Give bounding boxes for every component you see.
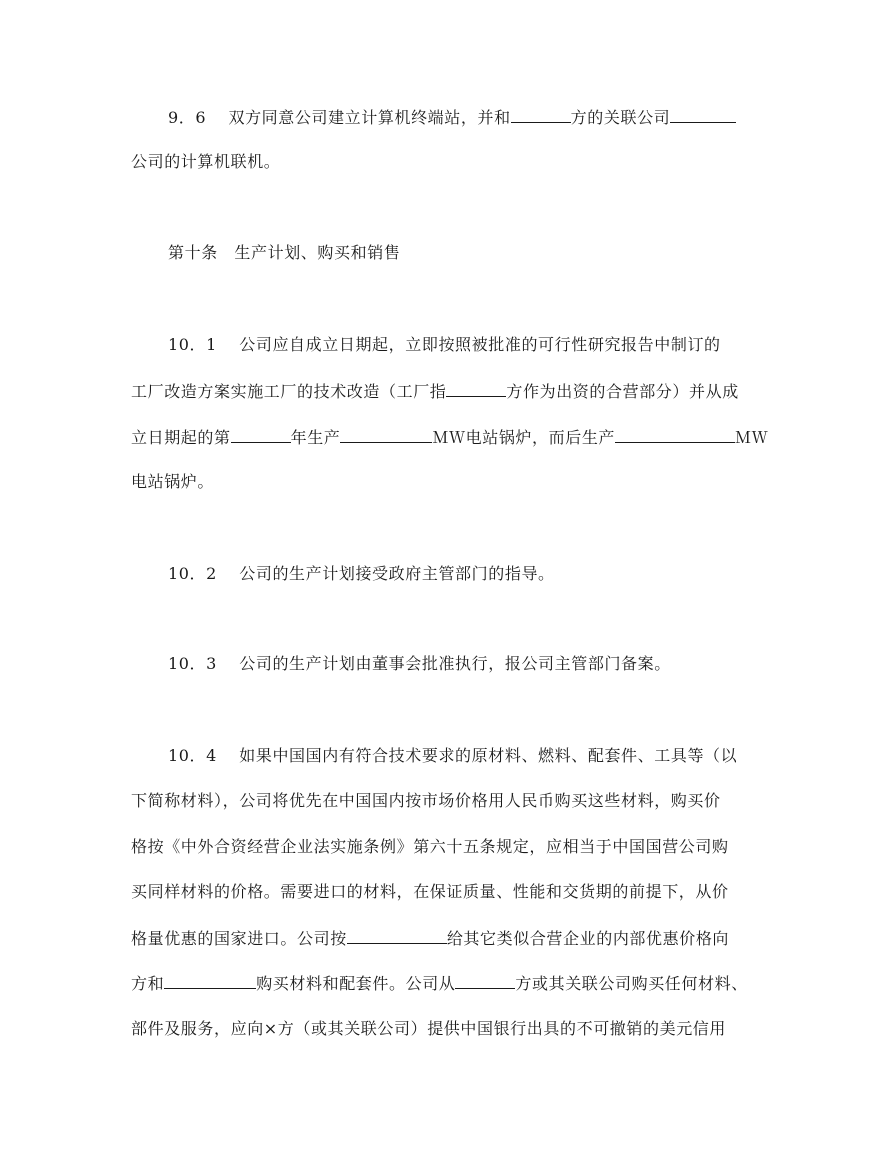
clause-text: 格量优惠的国家进口。公司按 <box>131 929 347 948</box>
clause-text: 购买材料和配套件。公司从 <box>256 974 456 993</box>
blank-line <box>231 427 291 443</box>
clause-10-1-line-4 <box>131 472 214 492</box>
clause-text: ＭＷ电站锅炉，而后生产 <box>432 428 616 447</box>
clause-text: 公司的计算机联机。 <box>131 152 281 171</box>
blank-line <box>164 973 256 989</box>
clause-number: 10．4 <box>168 746 217 765</box>
clause-text: 方作为出资的合营部分）并从成 <box>506 382 739 401</box>
clause-10-1-line-3 <box>131 427 768 448</box>
clause-10-4-line-5 <box>131 928 729 949</box>
clause-text: 立日期起的第 <box>131 428 231 447</box>
clause-number: 10．3 <box>168 654 217 673</box>
blank-line <box>340 427 432 443</box>
clause-text: 公司的生产计划由董事会批准执行，报公司主管部门备案。 <box>239 654 671 673</box>
clause-text: 方或其关联公司购买任何材料、 <box>515 974 748 993</box>
clause-text: 电站锅炉。 <box>131 472 215 491</box>
clause-text: 方和 <box>131 974 165 993</box>
clause-number: 10．2 <box>168 564 217 583</box>
clause-9-6-line-1 <box>168 107 736 128</box>
clause-text: 公司的生产计划接受政府主管部门的指导。 <box>239 564 555 583</box>
clause-10-4-line-7 <box>131 1019 726 1039</box>
clause-text: 双方同意公司建立计算机终端站，并和 <box>228 108 511 127</box>
clause-text: ＭＷ <box>735 428 769 447</box>
blank-line <box>670 107 736 123</box>
blank-line <box>511 107 571 123</box>
clause-number: 10．1 <box>168 335 217 354</box>
section-heading: 第十条 生产计划、购买和销售 <box>168 243 401 262</box>
clause-10-1-line-1 <box>168 335 721 355</box>
clause-text: 年生产 <box>290 428 341 447</box>
clause-text: 工厂改造方案实施工厂的技术改造（工厂指 <box>131 382 447 401</box>
blank-line <box>347 928 447 944</box>
clause-text: 格按《中外合资经营企业法实施条例》第六十五条规定，应相当于中国国营公司购 <box>131 837 729 856</box>
clause-text: 公司应自成立日期起，立即按照被批准的可行性研究报告中制订的 <box>239 335 721 354</box>
clause-10-2 <box>168 564 555 584</box>
blank-line <box>446 381 506 397</box>
clause-10-1-line-2 <box>131 381 739 402</box>
clause-text: 方的关联公司 <box>570 108 671 127</box>
blank-line <box>615 427 735 443</box>
clause-10-3 <box>168 654 671 674</box>
clause-10-4-line-2 <box>131 791 721 811</box>
clause-10-4-line-4 <box>131 882 729 902</box>
article-10-heading <box>168 243 400 263</box>
clause-9-6-line-2 <box>131 152 280 172</box>
clause-text: 买同样材料的价格。需要进口的材料，在保证质量、性能和交货期的前提下，从价 <box>131 882 729 901</box>
clause-text: 部件及服务，应向×方（或其关联公司）提供中国银行出具的不可撤销的美元信用 <box>131 1019 727 1038</box>
clause-text: 如果中国国内有符合技术要求的原材料、燃料、配套件、工具等（以 <box>239 746 738 765</box>
clause-10-4-line-1 <box>168 746 737 766</box>
clause-text: 下简称材料），公司将优先在中国国内按市场价格用人民币购买这些材料，购买价 <box>131 791 721 810</box>
clause-10-4-line-3 <box>131 837 729 857</box>
clause-number: 9．6 <box>168 108 207 127</box>
clause-10-4-line-6 <box>131 973 748 994</box>
clause-text: 给其它类似合营企业的内部优惠价格向 <box>446 929 730 948</box>
blank-line <box>455 973 515 989</box>
